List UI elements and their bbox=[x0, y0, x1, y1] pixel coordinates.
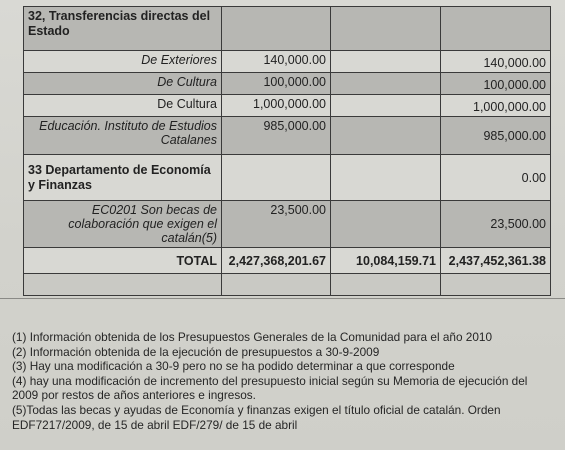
divider bbox=[0, 298, 565, 299]
cell-value bbox=[331, 73, 441, 95]
cell-value bbox=[331, 51, 441, 73]
cell-value: 23,500.00 bbox=[441, 201, 551, 248]
footnote: (2) Información obtenida de la ejecución de presupuestos a 30-9-2009 bbox=[12, 344, 380, 359]
table-row bbox=[24, 201, 551, 248]
cell-value: 0.00 bbox=[441, 155, 551, 201]
table-row bbox=[24, 117, 551, 155]
cell-value: 1,000,000.00 bbox=[441, 95, 551, 117]
cell-value bbox=[24, 274, 222, 296]
cell-value bbox=[441, 7, 551, 51]
cell-value bbox=[331, 117, 441, 155]
cell-value bbox=[222, 7, 331, 51]
cell-value: 1,000,000.00 bbox=[222, 95, 331, 117]
footnote: (4) hay una modificación de incremento del presupuesto inicial según su Memoria de ejecución del 2009 por restos de años anteriores e ingresos. bbox=[12, 373, 528, 403]
table-row bbox=[24, 73, 551, 95]
cell-value: 985,000.00 bbox=[441, 117, 551, 155]
budget-table bbox=[23, 6, 551, 296]
table-row bbox=[24, 274, 551, 296]
footnote: (5)Todas las becas y ayudas de Economía y finanzas exigen el título oficial de catalán. Orden EDF7217/2009, de 15 de abril EDF/279/ de 15 de abril bbox=[12, 402, 501, 432]
row-label: 32, Transferencias directas del Estado bbox=[24, 7, 222, 51]
cell-value bbox=[331, 95, 441, 117]
cell-value: 100,000.00 bbox=[441, 73, 551, 95]
total-value: 2,427,368,201.67 bbox=[222, 248, 331, 274]
footnotes bbox=[12, 330, 552, 432]
row-label: De Exteriores bbox=[24, 51, 222, 73]
row-label: 33 Departamento de Economía y Finanzas bbox=[24, 155, 222, 201]
total-value: 10,084,159.71 bbox=[331, 248, 441, 274]
table-row bbox=[24, 7, 551, 51]
row-label: De Cultura bbox=[24, 73, 222, 95]
table-row bbox=[24, 95, 551, 117]
cell-value: 23,500.00 bbox=[222, 201, 331, 248]
total-label: TOTAL bbox=[24, 248, 222, 274]
table-row bbox=[24, 51, 551, 73]
cell-value bbox=[331, 274, 441, 296]
row-label: Educación. Instituto de Estudios Catalanes bbox=[24, 117, 222, 155]
cell-value bbox=[331, 7, 441, 51]
row-label: EC0201 Son becas de colaboración que exigen el catalán(5) bbox=[24, 201, 222, 248]
cell-value bbox=[222, 274, 331, 296]
cell-value: 100,000.00 bbox=[222, 73, 331, 95]
total-value: 2,437,452,361.38 bbox=[441, 248, 551, 274]
footnote: (3) Hay una modificación a 30-9 pero no se ha podido determinar a que corresponde bbox=[12, 359, 455, 374]
cell-value bbox=[331, 155, 441, 201]
cell-value bbox=[441, 274, 551, 296]
table-row bbox=[24, 155, 551, 201]
cell-value: 140,000.00 bbox=[441, 51, 551, 73]
cell-value: 985,000.00 bbox=[222, 117, 331, 155]
row-label: De Cultura bbox=[24, 95, 222, 117]
cell-value bbox=[222, 155, 331, 201]
table-row bbox=[24, 248, 551, 274]
cell-value bbox=[331, 201, 441, 248]
cell-value: 140,000.00 bbox=[222, 51, 331, 73]
footnote: (1) Información obtenida de los Presupuestos Generales de la Comunidad para el año 2010 bbox=[12, 330, 493, 344]
